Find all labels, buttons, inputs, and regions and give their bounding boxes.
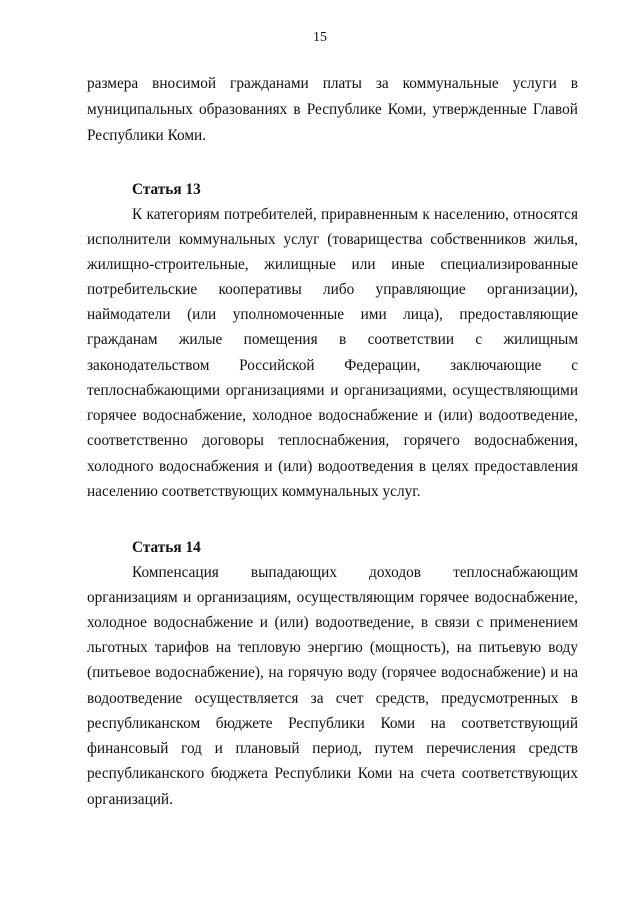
- article-14-line: республиканском бюджете Республики Коми на соответствующий: [87, 715, 578, 732]
- article-13-line: наймодатели (или уполномоченные ими лица), предоставляющие: [87, 306, 578, 323]
- article-14-line: республиканского бюджета Республики Коми на счета соответствующих: [87, 765, 578, 782]
- article-14-line: холодное водоснабжение и (или) водоотведение, в связи с применением: [87, 614, 578, 631]
- article-14-line: организациям и организациям, осуществляющим горячее водоснабжение,: [87, 589, 578, 606]
- intro-line: размера вносимой гражданами платы за коммунальные услуги в: [87, 75, 578, 92]
- article-14-line: организаций.: [87, 791, 173, 808]
- article-13-line: жилищно-строительные, жилищные или иные специализированные: [87, 256, 578, 273]
- article-13-line: горячее водоснабжение, холодное водоснабжение и (или) водоотведение,: [87, 407, 578, 424]
- article-13-line: законодательством Российской Федерации, заключающие с: [87, 357, 578, 374]
- intro-line: муниципальных образованиях в Республике Коми, утвержденные Главой: [87, 101, 578, 118]
- article-13-line: соответственно договоры теплоснабжения, горячего водоснабжения,: [87, 432, 578, 449]
- page-number: 15: [313, 30, 327, 45]
- article-14-line: финансовый год и плановый период, путем перечисления средств: [87, 740, 578, 757]
- article-14-heading: Статья 14: [132, 539, 201, 556]
- article-13-line: теплоснабжающими организациями и организациями, осуществляющими: [87, 382, 578, 399]
- article-13-heading: Статья 13: [132, 181, 201, 198]
- article-13-line: населению соответствующих коммунальных услуг.: [87, 483, 421, 500]
- article-13-line: гражданам жилые помещения в соответствии с жилищным: [87, 331, 578, 348]
- article-13-line: холодного водоснабжения и (или) водоотведения в целях предоставления: [87, 458, 578, 475]
- article-14-line: льготных тарифов на тепловую энергию (мощность), на питьевую воду: [87, 639, 578, 656]
- article-13-line: К категориям потребителей, приравненным к населению, относятся: [132, 206, 578, 223]
- article-13-line: исполнители коммунальных услуг (товарищества собственников жилья,: [87, 231, 578, 248]
- article-14-line: Компенсация выпадающих доходов теплоснабжающим: [132, 564, 578, 581]
- intro-line: Республики Коми.: [87, 127, 207, 144]
- article-13-line: потребительские кооперативы либо управляющие организации),: [87, 281, 578, 298]
- article-14-line: (питьевое водоснабжение), на горячую воду (горячее водоснабжение) и на: [87, 664, 578, 681]
- article-14-line: водоотведение осуществляется за счет средств, предусмотренных в: [87, 690, 578, 707]
